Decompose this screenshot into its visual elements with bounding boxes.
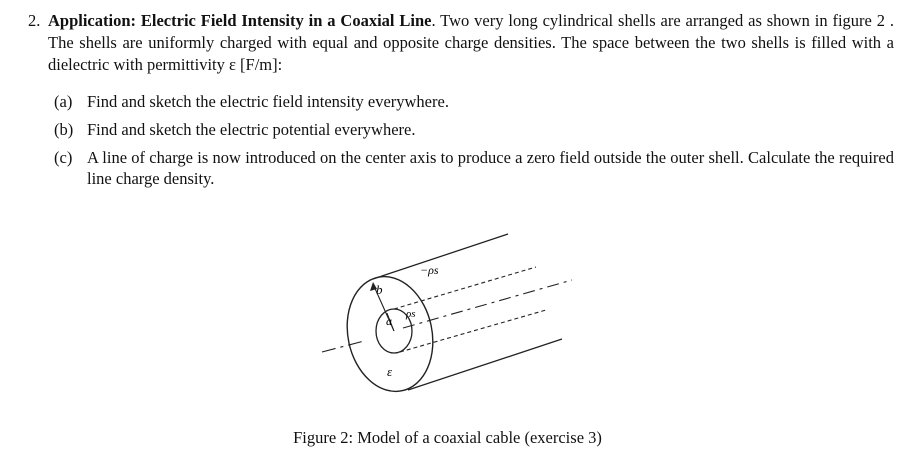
outer-shell-end (337, 269, 443, 399)
coaxial-cable-figure (310, 224, 580, 399)
outer-charge-label: −ρs (420, 263, 439, 277)
problem-text: . Two very long cylindrical shells are arranged as shown in figure 2 . The shells are uniformly charged with equal and opposite charge densities. The space between the two shells is filled with a dielectric with permittivity ε [F/m]: (48, 11, 895, 74)
problem-title: Application: Electric Field Intensity in a Coaxial Line (48, 11, 432, 30)
part-label: (b) (54, 120, 74, 139)
inner-charge-label: ρs (406, 308, 416, 320)
problem-body (48, 10, 894, 76)
part-label: (c) (54, 148, 73, 167)
figure-caption: Figure 2: Model of a coaxial cable (exercise 3) (293, 428, 602, 447)
part-label: (a) (54, 92, 73, 111)
outer-shell-top-edge (373, 234, 508, 279)
inner-shell-top-edge (394, 267, 536, 309)
inner-radius-label: a (386, 314, 392, 328)
center-axis-left (322, 341, 364, 352)
outer-shell-bottom-edge (408, 339, 562, 390)
inner-shell-bottom-edge (400, 310, 546, 352)
part-text: A line of charge is now introduced on the center axis to produce a zero field outside the outer shell. Calculate the required line charge density. (87, 148, 894, 188)
part-text: Find and sketch the electric field intensity everywhere. (87, 92, 449, 111)
part-text: Find and sketch the electric potential everywhere. (87, 120, 416, 139)
part-c (54, 147, 894, 189)
problem-parts (54, 91, 894, 196)
problem-statement (28, 10, 894, 76)
center-axis-right (403, 280, 572, 328)
dielectric-label: ε (387, 364, 393, 379)
outer-radius-label: b (376, 282, 383, 297)
part-b (54, 119, 894, 140)
problem-number: 2. (28, 11, 41, 30)
part-a (54, 91, 894, 112)
